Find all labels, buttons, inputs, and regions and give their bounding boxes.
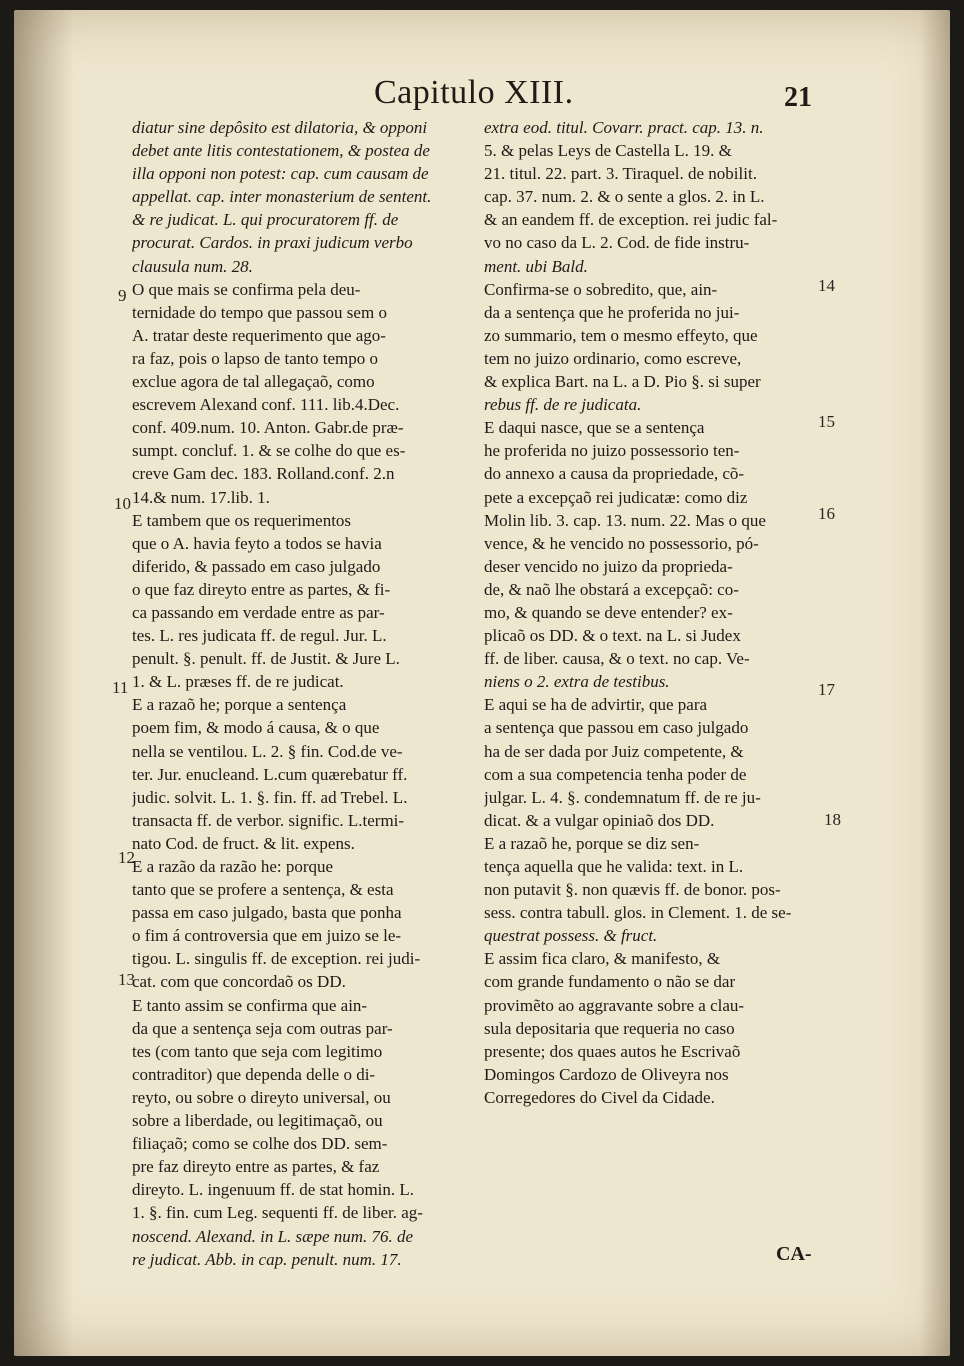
right-column-line: & an eandem ff. de exception. rei judic fal- [484, 210, 778, 230]
right-column-line: non putavit §. non quævis ff. de bonor. pos- [484, 880, 781, 900]
left-column-line: ca passando em verdade entre as par- [132, 602, 385, 622]
left-column-line: 1. & L. præses ff. de re judicat. [132, 672, 344, 692]
right-column-line: sess. contra tabull. glos. in Clement. 1. de se- [484, 903, 792, 923]
catchword: CA- [776, 1243, 812, 1265]
right-column-line: com grande fundamento o não se dar [484, 972, 736, 992]
left-column-line: debet ante litis contestationem, & postea de [132, 141, 430, 161]
right-column-line: cap. 37. num. 2. & o sente a glos. 2. in L. [484, 187, 765, 207]
right-column-line: deser vencido no juizo da proprieda- [484, 556, 733, 576]
right-column-line: mo, & quando se deve entender? ex- [484, 602, 733, 622]
right-column-line: ff. de liber. causa, & o text. no cap. Ve- [484, 649, 750, 669]
left-column-line: tes (com tanto que seja com legitimo [132, 1041, 383, 1061]
left-column-line: da que a sentença seja com outras par- [132, 1018, 393, 1038]
right-column-line: vence, & he vencido no possessorio, pó- [484, 533, 759, 553]
left-column-line: tanto que se profere a sentença, & esta [132, 880, 394, 900]
right-column-line: he proferida no juizo possessorio ten- [484, 441, 740, 461]
left-column-line: o que faz direyto entre as partes, & fi- [132, 579, 391, 599]
right-column-line: 21. titul. 22. part. 3. Tiraquel. de nobilit. [484, 164, 757, 184]
margin-number-10: 10 [114, 494, 131, 513]
left-column-line: sumpt. concluf. 1. & se colhe do que es- [132, 441, 406, 461]
right-column-line: E daqui nasce, que se a sentença [484, 418, 705, 438]
right-column-line: niens o 2. extra de testibus. [484, 672, 670, 692]
left-column-line: cat. com que concordaõ os DD. [132, 972, 346, 992]
left-column-line: exclue agora de tal allegaçaõ, como [132, 372, 375, 392]
left-column-line: nella se ventilou. L. 2. § fin. Cod.de ve- [132, 741, 403, 761]
right-column-line: E aqui se ha de advirtir, que para [484, 695, 708, 715]
book-page [14, 10, 950, 1356]
right-column-line: com a sua competencia tenha poder de [484, 764, 747, 784]
left-column-line: escrevem Alexand conf. 111. lib.4.Dec. [132, 395, 400, 415]
left-column-line: ter. Jur. enucleand. L.cum quærebatur ff. [132, 764, 408, 784]
left-column-line: procurat. Cardos. in praxi judicum verbo [132, 233, 413, 253]
right-column-line: questrat possess. & fruct. [484, 926, 658, 946]
page-number: 21 [784, 82, 812, 113]
margin-number-15: 15 [818, 412, 835, 431]
left-column-line: penult. §. penult. ff. de Justit. & Jure L. [132, 649, 400, 669]
running-head: Capitulo XIII. [374, 74, 574, 111]
right-column-line: E assim fica claro, & manifesto, & [484, 949, 721, 969]
left-column-line: reyto, ou sobre o direyto universal, ou [132, 1087, 391, 1107]
margin-number-17: 17 [818, 680, 835, 699]
left-column-line: noscend. Alexand. in L. sæpe num. 76. de [132, 1226, 414, 1246]
page-content [14, 10, 950, 1356]
left-column-line: creve Gam dec. 183. Rolland.conf. 2.n [132, 464, 395, 484]
left-column-line: que o A. havia feyto a todos se havia [132, 533, 382, 553]
right-column-line: vo no caso da L. 2. Cod. de fide instru- [484, 233, 750, 253]
right-column-line: dicat. & a vulgar opiniaõ dos DD. [484, 810, 715, 830]
right-column-line: ha de ser dada por Juiz competente, & [484, 741, 744, 761]
right-column-line: presente; dos quaes autos he Escrivaõ [484, 1041, 741, 1061]
right-column-line: da a sentença que he proferida no jui- [484, 302, 740, 322]
left-column-line: A. tratar deste requerimento que ago- [132, 325, 386, 345]
left-column-line: tigou. L. singulis ff. de exception. rei judi- [132, 949, 421, 969]
right-column-line: sula depositaria que requeria no caso [484, 1018, 735, 1038]
right-column-line: tem no juizo ordinario, como escreve, [484, 348, 742, 368]
left-column-line: clausula num. 28. [132, 256, 253, 276]
left-column-line: ternidade do tempo que passou sem o [132, 302, 387, 322]
left-column-line: pre faz direyto entre as partes, & faz [132, 1157, 380, 1177]
right-column-line: Molin lib. 3. cap. 13. num. 22. Mas o que [484, 510, 766, 530]
left-column-line: appellat. cap. inter monasterium de sentent. [132, 187, 432, 207]
left-column-line: direyto. L. ingenuum ff. de stat homin. L. [132, 1180, 415, 1200]
margin-number-14: 14 [818, 276, 835, 295]
left-column-line: diferido, & passado em caso julgado [132, 556, 381, 576]
right-column-line: & explica Bart. na L. a D. Pio §. si super [484, 372, 761, 392]
right-column-line: 5. & pelas Leys de Castella L. 19. & [484, 141, 732, 161]
right-column-line: Corregedores do Civel da Cidade. [484, 1087, 715, 1107]
left-column-line: tes. L. res judicata ff. de regul. Jur. L. [132, 626, 387, 646]
right-column-line: rebus ff. de re judicata. [484, 395, 642, 415]
margin-number-9: 9 [118, 286, 127, 305]
margin-number-11: 11 [112, 678, 129, 697]
right-column-line: tença aquella que he valida: text. in L. [484, 857, 744, 876]
margin-number-18: 18 [824, 810, 841, 829]
left-text-column [132, 116, 490, 1271]
left-column-line: o fim á controversia que em juizo se le- [132, 926, 402, 946]
margin-number-16: 16 [818, 504, 835, 523]
margin-number-12: 12 [118, 848, 135, 867]
left-column-line: passa em caso julgado, basta que ponha [132, 903, 402, 923]
right-column-line: pete a excepçaõ rei judicatæ: como diz [484, 487, 748, 507]
right-column-line: Domingos Cardozo de Oliveyra nos [484, 1064, 729, 1084]
left-column-line: E tambem que os requerimentos [132, 510, 352, 530]
left-column-line: poem fim, & modo á causa, & o que [132, 718, 380, 738]
left-column-line: O que mais se confirma pela deu- [132, 279, 361, 299]
left-column-line: 14.& num. 17.lib. 1. [132, 487, 270, 507]
left-column-line: diatur sine depôsito est dilatoria, & opponi [132, 118, 428, 137]
right-column-line: Confirma-se o sobredito, que, ain- [484, 279, 718, 299]
left-column-line: filiaçaõ; como se colhe dos DD. sem- [132, 1134, 388, 1154]
margin-number-13: 13 [118, 970, 135, 989]
right-text-column [484, 116, 814, 1109]
left-column-line: illa opponi non potest: cap. cum causam de [132, 164, 429, 184]
left-column-line: nato Cod. de fruct. & lit. expens. [132, 833, 355, 853]
left-column-line: ra faz, pois o lapso de tanto tempo o [132, 348, 378, 368]
right-column-line: julgar. L. 4. §. condemnatum ff. de re ju- [484, 787, 761, 807]
left-column-line: contraditor) que dependa delle o di- [132, 1064, 376, 1084]
left-column-line: E a razaõ he; porque a sentença [132, 695, 347, 715]
left-column-line: conf. 409.num. 10. Anton. Gabr.de præ- [132, 418, 404, 438]
left-column-line: 1. §. fin. cum Leg. sequenti ff. de liber. ag- [132, 1203, 423, 1223]
right-column-line: ment. ubi Bald. [484, 256, 588, 276]
left-column-line: transacta ff. de verbor. signific. L.termi- [132, 810, 405, 830]
left-column-line: judic. solvit. L. 1. §. fin. ff. ad Trebel. L. [132, 787, 408, 807]
right-column-line: de, & naõ lhe obstará a excepçaõ: co- [484, 579, 739, 599]
right-column-line: a sentença que passou em caso julgado [484, 718, 749, 738]
right-column-line: zo summario, tem o mesmo effeyto, que [484, 325, 758, 345]
right-column-line: E a razaõ he, porque se diz sen- [484, 833, 700, 853]
left-column-line: E tanto assim se confirma que ain- [132, 995, 368, 1015]
right-column-line: extra eod. titul. Covarr. pract. cap. 13. n. [484, 118, 764, 137]
left-column-line: E a razão da razão he: porque [132, 857, 334, 876]
right-column-line: plicaõ os DD. & o text. na L. si Judex [484, 626, 741, 646]
left-column-line: re judicat. Abb. in cap. penult. num. 17. [132, 1249, 402, 1269]
right-column-line: provimẽto ao aggravante sobre a clau- [484, 995, 745, 1015]
left-column-line: sobre a liberdade, ou legitimaçaõ, ou [132, 1111, 383, 1131]
right-column-line: do annexo a causa da propriedade, cõ- [484, 464, 745, 484]
left-column-line: & re judicat. L. qui procuratorem ff. de [132, 210, 399, 230]
